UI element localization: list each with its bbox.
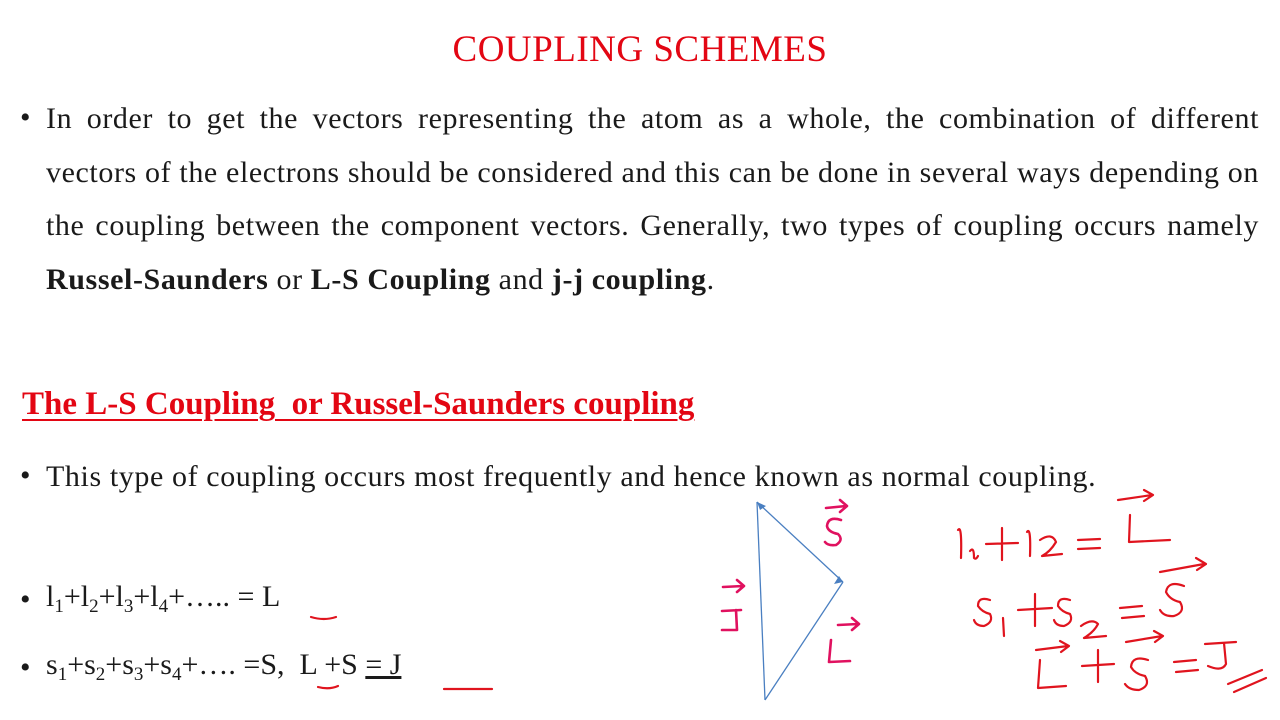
s-vector-line (757, 502, 843, 582)
jj-coupling-term: j-j coupling (551, 262, 707, 296)
normal-coupling-paragraph: This type of coupling occurs most frequently and hence known as normal coupling. (46, 460, 1097, 493)
intro-paragraph (46, 92, 1259, 306)
intro-end: . (706, 262, 715, 296)
total-l-symbol: L (261, 580, 281, 613)
l-vector-label (829, 618, 859, 662)
underline-s-mark (318, 686, 338, 688)
intro-and: and (490, 262, 552, 296)
j-vector-label (722, 580, 744, 630)
bullet-dot: • (20, 583, 31, 616)
intro-or: or (268, 262, 311, 296)
l-vector-line (765, 582, 843, 700)
russel-saunders-term: Russel-Saunders (46, 262, 269, 296)
handwritten-j-sum (1036, 631, 1266, 692)
total-s-symbol: S (260, 648, 277, 681)
slide-title: COUPLING SCHEMES (452, 29, 828, 70)
section-heading: The L-S Coupling or Russel-Saunders coupling (22, 386, 695, 422)
spin-sum-equation: $s_1+s_2+s_3+s_4+\dots$. =S, L +S = J (46, 648, 402, 685)
bullet-dot: • (20, 651, 31, 684)
underline-l-mark (311, 617, 336, 619)
bullet-dot: • (20, 459, 31, 492)
total-j-symbol: = J (365, 648, 402, 681)
ls-coupling-term: L-S Coupling (310, 262, 491, 296)
arrowhead-icon (834, 576, 843, 584)
intro-text: In order to get the vectors representing the atom as a whole, the combination of different vectors of the electrons should be considered and this can be done in several ways depending on the coupling between the component vectors. Generally, two types of coupling occurs namely (46, 102, 1259, 242)
handwritten-s-sum (974, 558, 1206, 638)
orbital-sum-equation: $l_1+l_2+l_3+l_4+\dots$.. = L (46, 580, 281, 617)
vector-triangle-diagram (757, 502, 843, 700)
bullet-dot: • (20, 101, 31, 134)
s-vector-label (825, 500, 847, 545)
j-vector-line (757, 502, 765, 700)
